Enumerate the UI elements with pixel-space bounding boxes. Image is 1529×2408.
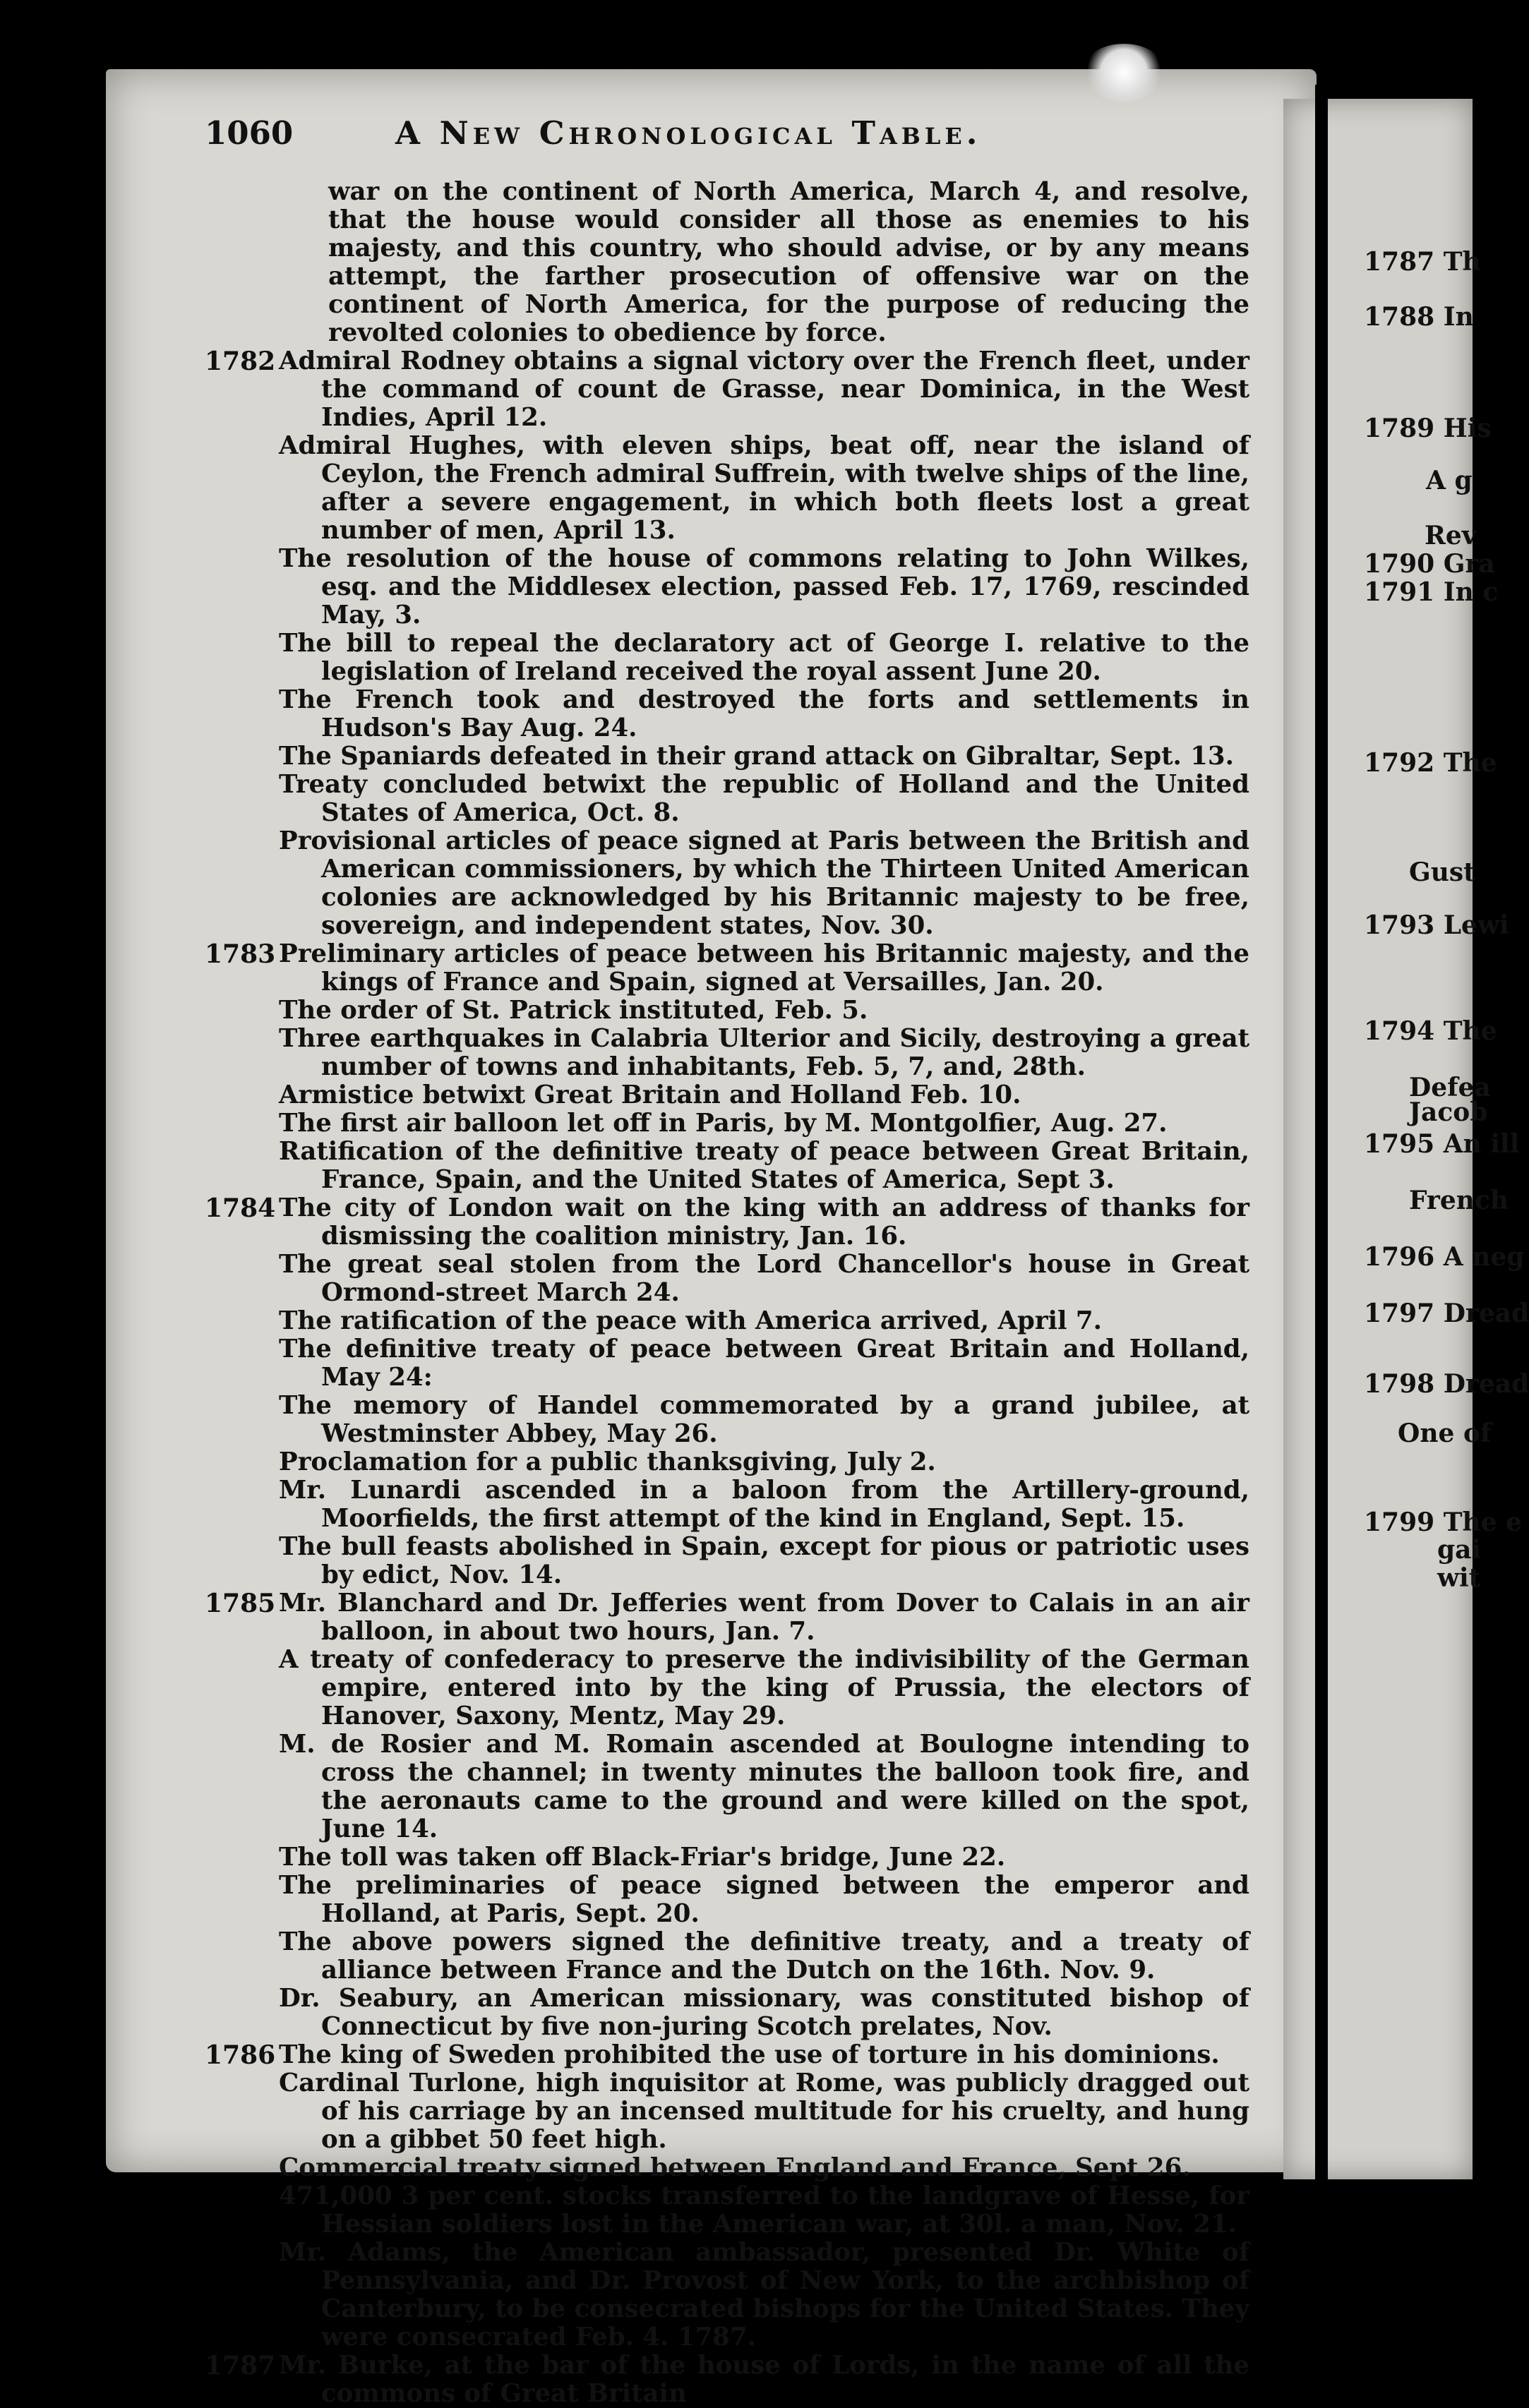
right-fragment-text: 1788 In	[1364, 302, 1474, 332]
entry-text: The memory of Handel commemorated by a grand jubilee, at Westminster Abbey, May 26.	[279, 1391, 1249, 1448]
entry-text: The king of Sweden prohibited the use of torture in his dominions.	[279, 2040, 1220, 2069]
entry-row	[212, 1081, 1249, 1109]
entry-row	[212, 178, 1249, 347]
entry-row	[212, 1335, 1249, 1392]
entry-row	[212, 1448, 1249, 1476]
right-fragment-text: 1794 The	[1364, 1016, 1497, 1046]
entry-text: Cardinal Turlone, high inquisitor at Rome, was publicly dragged out of his carriage by an incensed multitude for his cruelty, and hung on a gibbet 50 feet high.	[279, 2069, 1249, 2154]
entry-text: Mr. Burke, at the bar of the house of Lords, in the name of all the commons of Great Britain	[279, 2351, 1249, 2408]
entry-year: 1783	[205, 939, 276, 969]
entry-text: Mr. Lunardi ascended in a baloon from the Artillery-ground, Moorfields, the first attempt of the kind in England, Sept. 15.	[279, 1476, 1249, 1533]
right-fragment-text: 1799 The e	[1364, 1507, 1523, 1537]
book-gutter	[1315, 85, 1328, 2195]
entry-year: 1786	[205, 2040, 276, 2070]
entry-row	[212, 2239, 1249, 2352]
right-fragment-text: 1791 In c	[1364, 577, 1499, 607]
entry-row	[212, 686, 1249, 742]
entry-text: Treaty concluded betwixt the republic of Holland and the United States of America, Oct. 8.	[279, 770, 1249, 827]
entry-text: Admiral Rodney obtains a signal victory over the French fleet, under the command of count de Grasse, near Dominica, in the West Indies, April 12.	[279, 347, 1249, 432]
entry-row	[212, 1251, 1249, 1307]
entry-row	[212, 1533, 1249, 1589]
entry-year: 1787	[205, 2351, 276, 2380]
right-fragment-text: 1793 Lewi	[1364, 910, 1509, 940]
entry-row	[212, 2182, 1249, 2239]
paper-stain	[1081, 44, 1166, 102]
entry-text: The Spaniards defeated in their grand attack on Gibraltar, Sept. 13.	[279, 742, 1234, 771]
entry-row	[212, 432, 1249, 545]
right-fragment-text: Rev	[1425, 521, 1477, 550]
entry-row	[212, 1025, 1249, 1081]
entry-text: The definitive treaty of peace between Great Britain and Holland, May 24:	[279, 1335, 1249, 1392]
entry-row	[205, 1589, 1249, 1646]
entry-text: The bull feasts abolished in Spain, except for pious or patriotic uses by edict, Nov. 14.	[279, 1532, 1249, 1589]
entry-row	[212, 1476, 1249, 1533]
entry-row	[212, 997, 1249, 1025]
entry-text: The ratification of the peace with America arrived, April 7.	[279, 1306, 1102, 1335]
entry-year: 1784	[205, 1193, 276, 1223]
entry-text: Provisional articles of peace signed at Paris between the British and American commissioners, by which the Thirteen United American colonies are acknowledged by his Britannic majesty to be free, sovereign, and independent states, Nov. 30.	[279, 826, 1249, 940]
entry-row	[212, 1985, 1249, 2041]
entry-year: 1782	[205, 347, 276, 376]
entry-text: The toll was taken off Black-Friar's bridge, June 22.	[279, 1843, 1006, 1872]
entry-year: 1785	[205, 1589, 276, 1618]
entry-text: The city of London wait on the king with an address of thanks for dismissing the coalition ministry, Jan. 16.	[279, 1193, 1249, 1251]
right-fragment-text: Defea	[1409, 1073, 1491, 1102]
entry-row	[212, 2154, 1249, 2182]
page-number: 1060	[205, 114, 294, 152]
entry-row	[212, 1392, 1249, 1448]
running-title: A New Chronological Table.	[395, 114, 982, 152]
right-fragment-text: 1789 His	[1364, 414, 1492, 443]
right-fragment-text: 1795 An ill	[1364, 1129, 1520, 1159]
entry-text: Proclamation for a public thanksgiving, July 2.	[279, 1447, 936, 1476]
right-fragment-text: A g	[1426, 466, 1473, 495]
entry-text: Admiral Hughes, with eleven ships, beat off, near the island of Ceylon, the French admiral Suffrein, with twelve ships of the line, after a severe engagement, in which both fleets lost a great number of men, April 13.	[279, 431, 1249, 545]
entry-row	[212, 1646, 1249, 1730]
right-fragment-text: Jacob	[1409, 1097, 1488, 1127]
entry-row	[205, 939, 1249, 997]
entry-row	[212, 1843, 1249, 1872]
entry-row	[212, 771, 1249, 827]
entry-text: The preliminaries of peace signed between the emperor and Holland, at Paris, Sept. 20.	[279, 1871, 1249, 1928]
right-fragment-text: French	[1409, 1186, 1509, 1215]
right-fragment-text: 1792 The	[1364, 748, 1497, 778]
right-fragment-text: Gust	[1409, 857, 1475, 887]
entry-text: The French took and destroyed the forts and settlements in Hudson's Bay Aug. 24.	[279, 685, 1249, 742]
right-fragment-text: wit	[1437, 1563, 1481, 1593]
entry-row	[212, 1928, 1249, 1985]
entry-text: Mr. Adams, the American ambassador, presented Dr. White of Pennsylvania, and Dr. Provost of New York, to the archbishop of Canterbury, to be consecrated bishops for the United States. They were consecrated Feb. 4. 1787.	[279, 2238, 1249, 2352]
entry-row	[212, 1872, 1249, 1928]
right-fragment-text: 1798 Dread	[1364, 1369, 1529, 1399]
entry-row	[212, 2069, 1249, 2154]
entry-row	[205, 2040, 1249, 2070]
entry-text: Mr. Blanchard and Dr. Jefferies went from Dover to Calais in an air balloon, in about two hours, Jan. 7.	[279, 1589, 1249, 1646]
entry-text: M. de Rosier and M. Romain ascended at Boulogne intending to cross the channel; in twenty minutes the balloon took fire, and the aeronauts came to the ground and were killed on the spot, June 14.	[279, 1730, 1249, 1843]
entry-text: Preliminary articles of peace between his Britannic majesty, and the kings of France and Spain, signed at Versailles, Jan. 20.	[279, 939, 1249, 997]
entry-row	[212, 545, 1249, 630]
entry-text: A treaty of confederacy to preserve the indivisibility of the German empire, entered into by the king of Prussia, the electors of Hanover, Saxony, Mentz, May 29.	[279, 1645, 1249, 1730]
entry-text: The bill to repeal the declaratory act of George I. relative to the legislation of Ireland received the royal assent June 20.	[279, 629, 1249, 686]
entry-text: The resolution of the house of commons relating to John Wilkes, esq. and the Middlesex election, passed Feb. 17, 1769, rescinded May, 3.	[279, 544, 1249, 630]
entry-row	[205, 347, 1249, 432]
entry-row	[212, 827, 1249, 940]
entry-text: Dr. Seabury, an American missionary, was constituted bishop of Connecticut by five non-juring Scotch prelates, Nov.	[279, 1984, 1249, 2041]
right-fragment-text: 1790 Gra	[1364, 549, 1495, 579]
entry-row	[212, 630, 1249, 686]
right-fragment-text: One of	[1398, 1419, 1492, 1448]
entry-row	[205, 1193, 1249, 1251]
right-fragment-text: 1797 Dread	[1364, 1299, 1529, 1328]
entry-text: 471,000 3 per cent. stocks transferred to the landgrave of Hesse, for Hessian soldiers lost in the American war, at 30l. a man, Nov. 21.	[279, 2181, 1249, 2239]
chronology-entries	[205, 177, 1249, 2408]
entry-text: The order of St. Patrick instituted, Feb. 5.	[279, 996, 868, 1025]
entry-text: Three earthquakes in Calabria Ulterior and Sicily, destroying a great number of towns and inhabitants, Feb. 5, 7, and, 28th.	[279, 1024, 1249, 1081]
entry-text: Ratification of the definitive treaty of peace between Great Britain, France, Spain, and the United States of America, Sept 3.	[279, 1137, 1249, 1194]
entry-row	[212, 1138, 1249, 1194]
entry-text: war on the continent of North America, March 4, and resolve, that the house would consider all those as enemies to his majesty, and this country, who should advise, or by any means attempt, the farther prosecution of offensive war on the continent of North America, for the purpose of reducing the revolted colonies to obedience by force.	[328, 177, 1249, 347]
entry-row	[205, 2351, 1249, 2408]
entry-row	[212, 1730, 1249, 1843]
right-fragment-text: 1787 Th	[1364, 247, 1481, 277]
entry-text: The first air balloon let off in Paris, by M. Montgolfier, Aug. 27.	[279, 1109, 1168, 1138]
entry-row	[212, 1109, 1249, 1138]
right-fragment-text: gai	[1437, 1535, 1482, 1565]
entry-row	[212, 742, 1249, 771]
entry-text: Armistice betwixt Great Britain and Holland Feb. 10.	[279, 1080, 1021, 1109]
entry-row	[212, 1307, 1249, 1335]
entry-text: The above powers signed the definitive treaty, and a treaty of alliance between France and the Dutch on the 16th. Nov. 9.	[279, 1927, 1249, 1985]
entry-text: The great seal stolen from the Lord Chancellor's house in Great Ormond-street March 24.	[279, 1250, 1249, 1307]
entry-text: Commercial treaty signed between England and France, Sept 26.	[279, 2153, 1191, 2182]
right-fragment-text: 1796 A neg	[1364, 1242, 1525, 1272]
